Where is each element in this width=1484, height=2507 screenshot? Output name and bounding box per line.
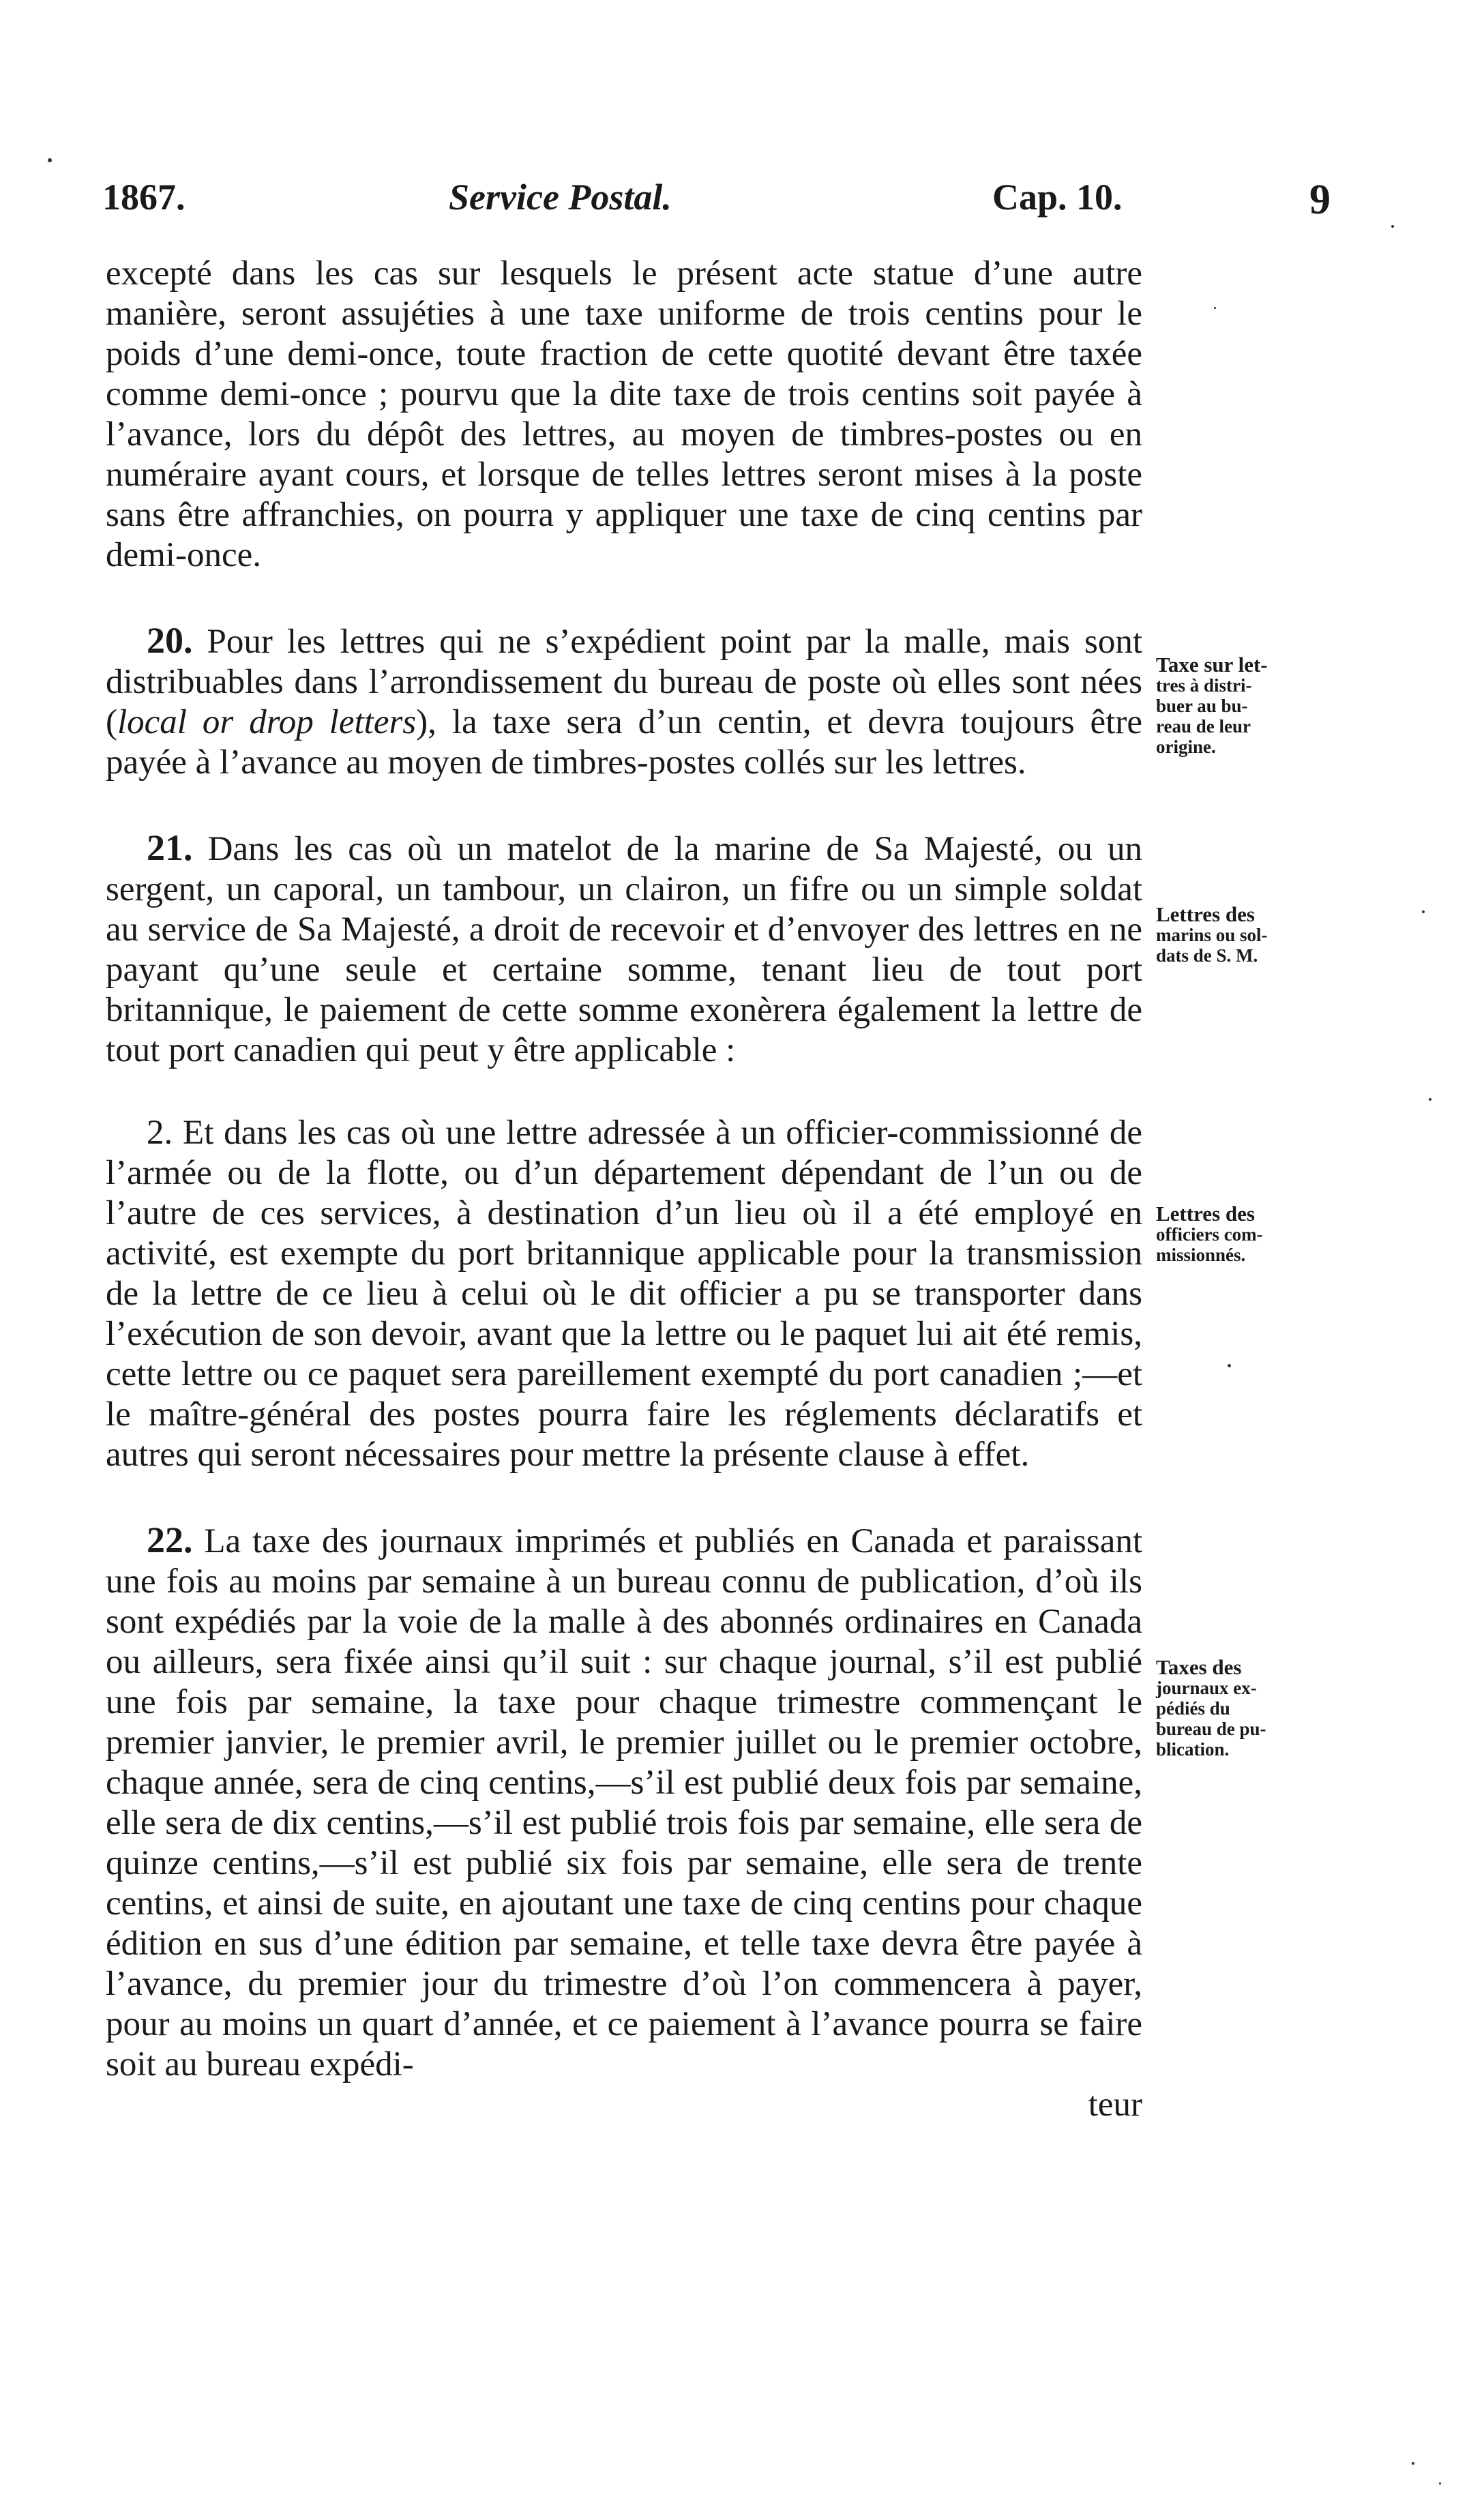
scan-speck <box>1412 2462 1414 2465</box>
section-22-text: La taxe des journaux imprimés et publiés en Canada et paraissant une fois au moins par semaine à un bureau connu de publication, d’où ils sont expédiés par la voie de la malle à des abonnés ordinaires en Canada ou ailleurs, sera fixée ainsi qu’il suit : sur chaque journal, s’il est publié une fois par semaine, la taxe pour chaque trimestre commençant le premier janvier, le premier avril, le premier juillet ou le premier octobre, chaque année, sera de cinq centins,—s’il est publié deux fois par semaine, elle sera de dix centins,—s’il est publié trois fois par semaine, elle sera de quinze centins,—s’il est publié six fois par semaine, elle sera de trente centins, et ainsi de suite, en ajoutant une taxe de cinq centins pour chaque édition en sus d’une édition par semaine, et telle taxe devra être payée à l’avance, du premier jour du trimestre d’où l’on commencera à payer, pour au moins un quart d’année, et ce paiement à l’avance pourra se faire soit au bureau expédi- <box>106 1522 1142 2083</box>
margin-note-line: blication. <box>1156 1739 1230 1760</box>
section-21 <box>106 828 1142 1071</box>
scan-speck <box>1429 1098 1431 1101</box>
header-chapter: Cap. 10. <box>992 177 1123 218</box>
margin-note-line: reau de leur <box>1156 716 1251 737</box>
section-20 <box>106 621 1142 783</box>
margin-note-line: Lettres des <box>1156 902 1255 926</box>
main-text-column <box>106 254 1142 2127</box>
margin-note-line: Lettres des <box>1156 1202 1255 1226</box>
scan-speck <box>1228 1364 1231 1367</box>
section-21-subsection-2: 2. Et dans les cas où une lettre adressée à un officier-commissionné de l’armée ou de la flotte, ou d’un département dépendant de l’un ou de l’autre de ces services, à destination d’un lieu où il a été employé en activité, est exempte du port britannique applicable pour la transmission de la lettre de ce lieu à celui où le dit officier a pu se transporter dans l’exécution de son devoir, avant que la lettre ou le paquet lui ait été remis, cette lettre ou ce paquet sera pareillement exempté du port canadien ;—et le maître-général des postes pourra faire les réglements déclaratifs et autres qui seront nécessaires pour mettre la présente clause à effet. <box>106 1114 1142 1474</box>
margin-note-line: dats de S. M. <box>1156 945 1258 966</box>
section-20-text-b: ), la taxe sera d’un centin, et devra toujours être payée à l’avance au moyen de timbres-postes collés sur les lettres. <box>106 703 1142 782</box>
scan-speck <box>1214 307 1216 309</box>
page-number: 9 <box>1309 177 1331 223</box>
section-number: 22. <box>147 1519 193 1560</box>
catchword-line <box>106 2085 1142 2127</box>
section-20-italic: local or drop letters <box>117 703 417 741</box>
section-20-text-a: Pour les lettres qui ne s’expédient point par la malle, mais sont distribuables dans l’arrondissement du bureau de poste où elles sont nées ( <box>106 623 1142 741</box>
margin-note-21 <box>1156 904 1354 966</box>
scan-speck <box>48 158 52 162</box>
margin-note-line: officiers com- <box>1156 1224 1263 1245</box>
margin-note-21-2 <box>1156 1204 1354 1265</box>
margin-note-line: missionnés. <box>1156 1245 1246 1265</box>
margin-note-20 <box>1156 655 1354 757</box>
section-number: 21. <box>147 827 193 868</box>
paragraph-continuation: excepté dans les cas sur lesquels le présent acte statue d’une autre manière, seront assujéties à une taxe uniforme de trois centins pour le poids d’une demi-once, toute fraction de cette quotité devant être taxée comme demi-once ; pourvu que la dite taxe de trois centins soit payée à l’avance, lors du dépôt des lettres, au moyen de timbres-postes ou en numéraire ayant cours, et lorsque de telles lettres seront mises à la poste sans être affranchies, on pourra y appliquer une taxe de cinq centins par demi-once. <box>106 254 1142 574</box>
scan-speck <box>1422 910 1425 913</box>
section-number: 20. <box>147 620 193 661</box>
running-header <box>102 176 1350 231</box>
catchword: teur <box>1088 2086 1142 2124</box>
margin-note-line: marins ou sol- <box>1156 925 1268 945</box>
scan-speck <box>1439 2482 1441 2484</box>
section-21-text: Dans les cas où un matelot de la marine de Sa Majesté, ou un sergent, un caporal, un tambour, un clairon, un fifre ou un simple soldat au service de Sa Majesté, a droit de recevoir et d’envoyer des lettres en ne payant qu’une seule et certaine somme, tenant lieu de tout port britannique, le paiement de cette somme exonèrera également la lettre de tout port canadien qui peut y être applicable : <box>106 830 1142 1069</box>
margin-note-line: journaux ex- <box>1156 1678 1257 1698</box>
margin-note-line: origine. <box>1156 737 1216 757</box>
margin-note-line: Taxes des <box>1156 1655 1242 1679</box>
margin-note-line: Taxe sur let- <box>1156 653 1268 677</box>
margin-note-line: tres à distri- <box>1156 675 1252 696</box>
margin-note-line: buer au bu- <box>1156 696 1248 716</box>
margin-note-line: bureau de pu- <box>1156 1719 1266 1739</box>
section-22 <box>106 1520 1142 2085</box>
header-title: Service Postal. <box>449 177 672 218</box>
scan-speck <box>1391 225 1394 228</box>
margin-note-line: pédiés du <box>1156 1698 1230 1719</box>
margin-note-22 <box>1156 1657 1354 1760</box>
header-year: 1867. <box>102 177 186 218</box>
